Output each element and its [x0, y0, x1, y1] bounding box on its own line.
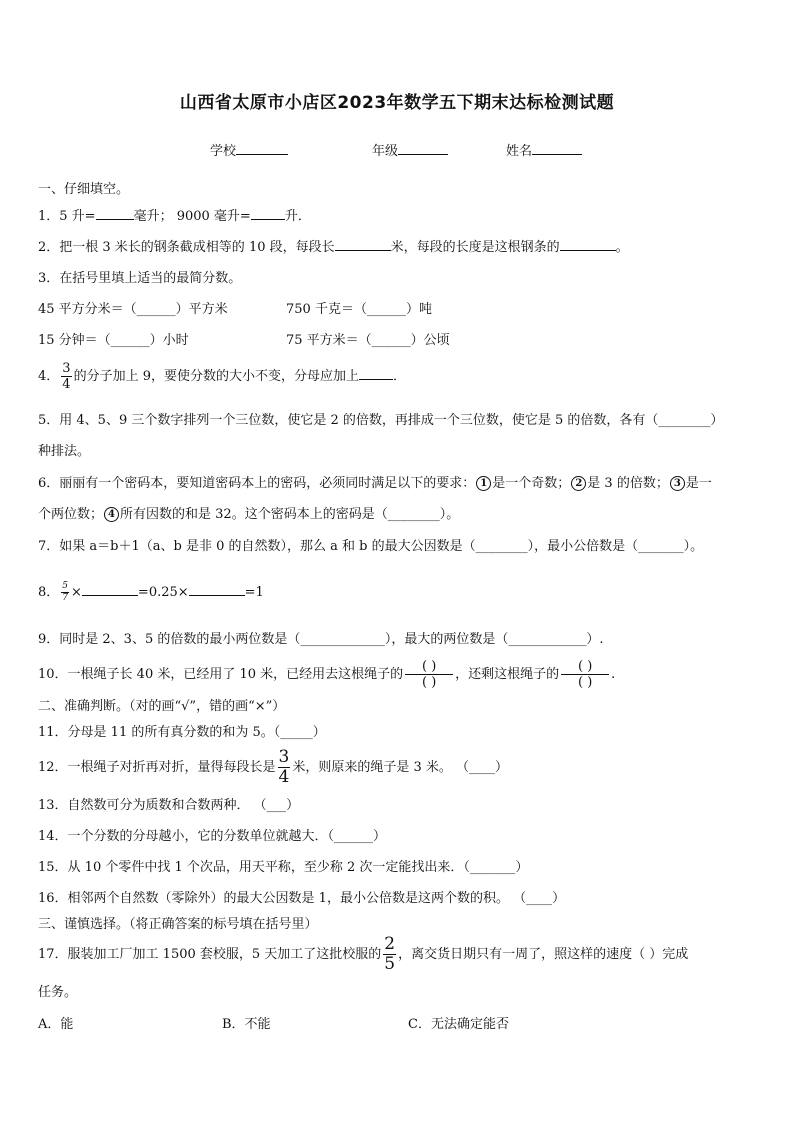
fraction-3-4-large: $\frac{3}{4}$: [278, 747, 290, 787]
question-1: 1．5 升= 毫升； 9000 毫升= 升．: [38, 209, 311, 224]
section-3-heading: 三、谨慎选择。（将正确答案的标号填在括号里）: [38, 917, 318, 932]
fraction-2-5: $\frac{2}{5}$: [384, 934, 396, 974]
question-7: 7．如果 a＝b＋1（a、b 是非 0 的自然数），那么 a 和 b 的最大公因数是（________），最小公倍数是（_______）。: [38, 539, 704, 554]
question-4: 4． $\frac{3}{4}$ 的分子加上 9，要使分数的大小不变，分母应加上 ．: [38, 361, 406, 392]
grade-field[interactable]: 年级: [372, 140, 448, 159]
question-6-line-2: 个两位数； 4 所有因数的和是 32。这个密码本上的密码是（________）。: [38, 507, 460, 522]
question-8: 8． $\frac{5}{7}$ × =0.25× =1: [38, 581, 264, 603]
fraction-3-4: $\frac{3}{4}$: [62, 361, 71, 392]
question-9: 9．同时是 2、3、5 的倍数的最小两位数是（_____________），最大的两位数是（____________）.: [38, 632, 604, 647]
question-15: 15．从 10 个零件中找 1 个次品，用天平称，至少称 2 次一定能找出来．（_______）: [38, 860, 529, 875]
question-12: 12．一根绳子对折再对折，量得每段长是 $\frac{3}{4}$ 米，则原来的绳子是 3 米。 （____）: [38, 747, 509, 787]
option-c[interactable]: C．无法确定能否: [408, 1017, 509, 1032]
question-17-line-1: 17．服装加工厂加工 1500 套校服，5 天加工了这批校服的 $\frac{2}{5}$ ，离交货日期只有一周了，照这样的速度（ ）完成: [38, 934, 689, 974]
question-3-item-d: 75 平方米＝（______）公顷: [286, 333, 450, 348]
answer-fraction-remaining[interactable]: $\frac{( )}{( )}$: [561, 660, 609, 689]
section-1-heading: 一、仔细填空。: [38, 182, 130, 197]
answer-fraction-used[interactable]: $\frac{( )}{( )}$: [405, 660, 453, 689]
question-3-head: 3．在括号里填上适当的最简分数。: [38, 271, 242, 286]
option-b[interactable]: B．不能: [222, 1017, 271, 1032]
circled-number-4: 4: [104, 507, 119, 522]
circled-number-3: 3: [670, 476, 685, 491]
question-6-line-1: 6．丽丽有一个密码本，要知道密码本上的密码，必须同时满足以下的要求： 1 是一个奇数； 2 是 3 的倍数； 3 是一: [38, 476, 712, 491]
name-field[interactable]: 姓名: [506, 140, 582, 159]
fraction-5-7: $\frac{5}{7}$: [62, 581, 69, 603]
option-a[interactable]: A．能: [38, 1017, 74, 1032]
question-5-line-2: 种排法。: [38, 444, 91, 459]
section-2-heading: 二、准确判断。（对的画“√”，错的画“×”）: [38, 699, 286, 714]
question-17-line-2: 任务。: [38, 985, 78, 1000]
circled-number-1: 1: [476, 476, 491, 491]
question-13: 13．自然数可分为质数和合数两种． （___）: [38, 798, 300, 813]
question-14: 14．一个分数的分母越小，它的分数单位就越大．（______）: [38, 829, 387, 844]
page-title: 山西省太原市小店区2023年数学五下期末达标检测试题: [179, 93, 615, 113]
question-3-item-a: 45 平方分米＝（______）平方米: [38, 302, 228, 317]
question-3-item-b: 750 千克＝（______）吨: [286, 302, 432, 317]
school-field[interactable]: 学校: [210, 140, 288, 159]
question-2: 2．把一根 3 米长的钢条截成相等的 10 段，每段长 米，每段的长度是这根钢条的 。: [38, 240, 629, 255]
question-5-line-1: 5．用 4、5、9 三个数字排列一个三位数，使它是 2 的倍数，再排成一个三位数，使它是 5 的倍数，各有（________）: [38, 413, 724, 428]
circled-number-2: 2: [571, 476, 586, 491]
question-10: 10．一根绳子长 40 米，已经用了 10 米，已经用去这根绳子的 $\frac{( )}{( )}$ ，还剩这根绳子的 $\frac{( )}{( )}$ .: [38, 659, 616, 690]
question-3-item-c: 15 分钟＝（______）小时: [38, 333, 189, 348]
question-16: 16．相邻两个自然数（零除外）的最大公因数是 1，最小公倍数是这两个数的积。 （____）: [38, 891, 566, 906]
question-11: 11．分母是 11 的所有真分数的和为 5。（_____）: [38, 725, 326, 740]
